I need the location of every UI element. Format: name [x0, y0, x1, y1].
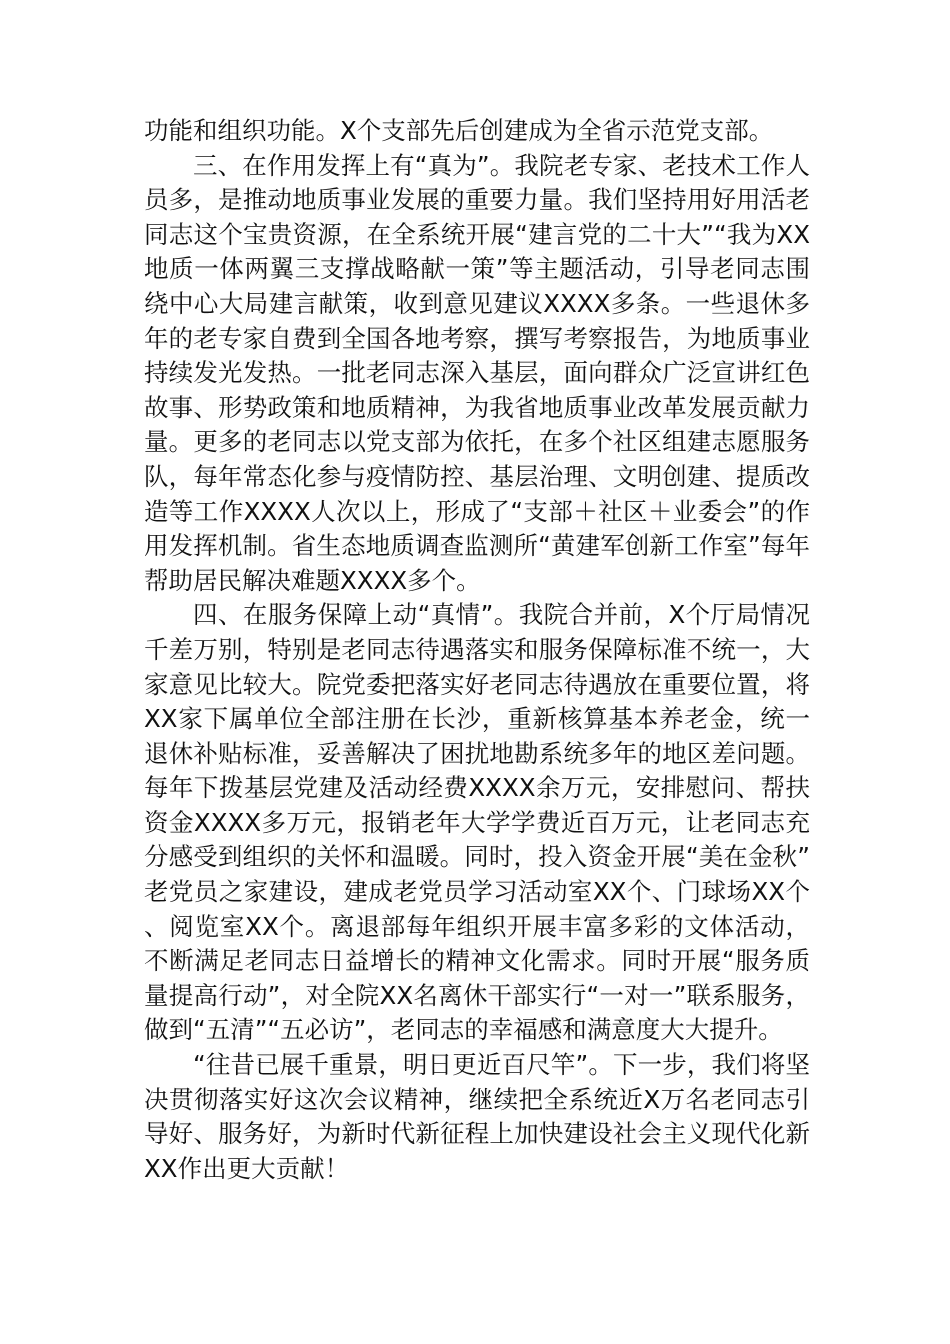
document-body	[144, 114, 810, 1186]
paragraph-role-play: 三、在作用发挥上有“真为”。我院老专家、老技术工作人员多，是推动地质事业发展的重要力量。我们坚持用好用活老同志这个宝贵资源，在全系统开展“建言党的二十大”“我为XX地质一体两翼三支撑战略献一策”等主题活动，引导老同志围绕中心大局建言献策，收到意见建议XXXX多条。一些退休多年的老专家自费到全国各地考察，撰写考察报告，为地质事业持续发光发热。一批老同志深入基层，面向群众广泛宣讲红色故事、形势政策和地质精神，为我省地质事业改革发展贡献力量。更多的老同志以党支部为依托，在多个社区组建志愿服务队，每年常态化参与疫情防控、基层治理、文明创建、提质改造等工作XXXX人次以上，形成了“支部＋社区＋业委会”的作用发挥机制。省生态地质调查监测所“黄建军创新工作室”每年帮助居民解决难题XXXX多个。	[144, 150, 810, 595]
paragraph-service-guarantee: 四、在服务保障上动“真情”。我院合并前，X个厅局情况千差万别，特别是老同志待遇落实和服务保障标准不统一，大家意见比较大。院党委把落实好老同志待遇放在重要位置，将XX家下属单位全部注册在长沙，重新核算基本养老金，统一退休补贴标准，妥善解决了困扰地勘系统多年的地区差问题。每年下拨基层党建及活动经费XXXX余万元，安排慰问、帮扶资金XXXX多万元，报销老年大学学费近百万元，让老同志充分感受到组织的关怀和温暖。同时，投入资金开展“美在金秋”老党员之家建设，建成老党员学习活动室XX个、门球场XX个、阅览室XX个。离退部每年组织开展丰富多彩的文体活动，不断满足老同志日益增长的精神文化需求。同时开展“服务质量提高行动”，对全院XX名离休干部实行“一对一”联系服务，做到“五清”“五必访”，老同志的幸福感和满意度大大提升。	[144, 600, 810, 1045]
paragraph-conclusion: “往昔已展千重景，明日更近百尺竿”。下一步，我们将坚决贯彻落实好这次会议精神，继续把全系统近X万名老同志引导好、服务好，为新时代新征程上加快建设社会主义现代化新XX作出更大贡献！	[144, 1050, 810, 1183]
paragraph-continuation: 功能和组织功能。X个支部先后创建成为全省示范党支部。	[144, 116, 774, 145]
